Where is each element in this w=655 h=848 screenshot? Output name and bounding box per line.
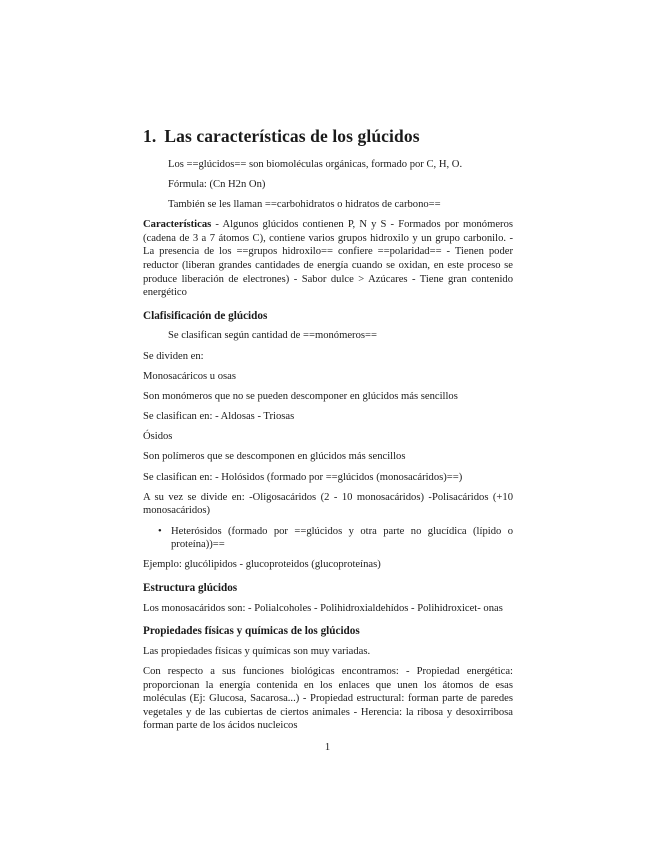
section-heading xyxy=(143,126,513,146)
clasificacion-paragraph-8: Se clasifican en: - Holósidos (formado por ==glúcidos (monosacáridos)==) xyxy=(143,471,463,483)
clasificacion-paragraph-9: A su vez se divide en: -Oligosacáridos (2 - 10 monosacáridos) -Polisacáridos (+10 monosacáridos) xyxy=(143,491,513,517)
page-number: 1 xyxy=(324,742,331,753)
clasificacion-paragraph-5: Se clasifican en: - Aldosas - Triosas xyxy=(143,411,295,423)
clasificacion-paragraph-7: Son polímeros que se descomponen en glúcidos más sencillos xyxy=(143,451,406,463)
intro-paragraph-2: Fórmula: (Cn H2n On) xyxy=(168,178,266,190)
clasificacion-paragraph-10: Ejemplo: glucólipidos - glucoproteidos (glucoproteínas) xyxy=(143,559,381,571)
propiedades-heading: Propiedades físicas y químicas de los glúcidos xyxy=(143,625,360,638)
caracteristicas-paragraph xyxy=(143,218,513,300)
clasificacion-paragraph-2: Se dividen en: xyxy=(143,350,204,362)
caracteristicas-text: - Algunos glúcidos contienen P, N y S - Formados por monómeros (cadena de 3 a 7 átomos C), contiene varios grupos hidroxilo y un grupo carbonilo. - La presencia de los ==grupos hidroxilo== confiere ==polaridad== - Tienen poder reductor (liberan grandes cantidades de energía cuando se oxidan, en este proceso se produce liberación de electrones) - Sabor dulce > Azúcares - Tiene gran contenido energético xyxy=(143,219,513,299)
caracteristicas-label: Características xyxy=(143,219,212,231)
propiedades-paragraph-2: Con respecto a sus funciones biológicas encontramos: - Propiedad energética: proporcionan la energía contenida en los enlaces que unen los átomos de esas moléculas (Ej: Glucosa, Sacarosa...) - Propiedad estructural: forman parte de paredes vegetales y de las cubiertas de ciertos animales - Herencia: la ribosa y desoxirribosa forman parte de los ácidos nucleicos xyxy=(143,665,513,732)
list-item-text: Heterósidos (formado por ==glúcidos y otra parte no glucídica (lípido o proteína))== xyxy=(171,525,513,551)
estructura-heading: Estructura glúcidos xyxy=(143,581,238,594)
clasificacion-heading: Clafisificación de glúcidos xyxy=(143,309,268,322)
clasificacion-paragraph-4: Son monómeros que no se pueden descomponer en glúcidos más sencillos xyxy=(143,390,458,402)
section-number: 1. xyxy=(143,126,157,146)
clasificacion-paragraph-6: Ósidos xyxy=(143,431,173,443)
estructura-paragraph: Los monosacáridos son: - Polialcoholes - Polihidroxialdehídos - Polihidroxicet- onas xyxy=(143,602,503,614)
intro-paragraph-1: Los ==glúcidos== son biomoléculas orgánicas, formado por C, H, O. xyxy=(168,158,463,170)
clasificacion-paragraph-1: Se clasifican según cantidad de ==monómeros== xyxy=(168,330,377,342)
bullet-icon: • xyxy=(158,525,162,537)
propiedades-paragraph-1: Las propiedades físicas y químicas son muy variadas. xyxy=(143,645,371,657)
page-content xyxy=(143,126,513,740)
section-title: Las características de los glúcidos xyxy=(164,126,420,146)
list-item xyxy=(158,525,513,552)
clasificacion-paragraph-3: Monosacáricos u osas xyxy=(143,370,236,382)
intro-paragraph-3: También se les llaman ==carbohidratos o hidratos de carbono== xyxy=(168,198,441,210)
heterosidos-list xyxy=(143,525,513,552)
